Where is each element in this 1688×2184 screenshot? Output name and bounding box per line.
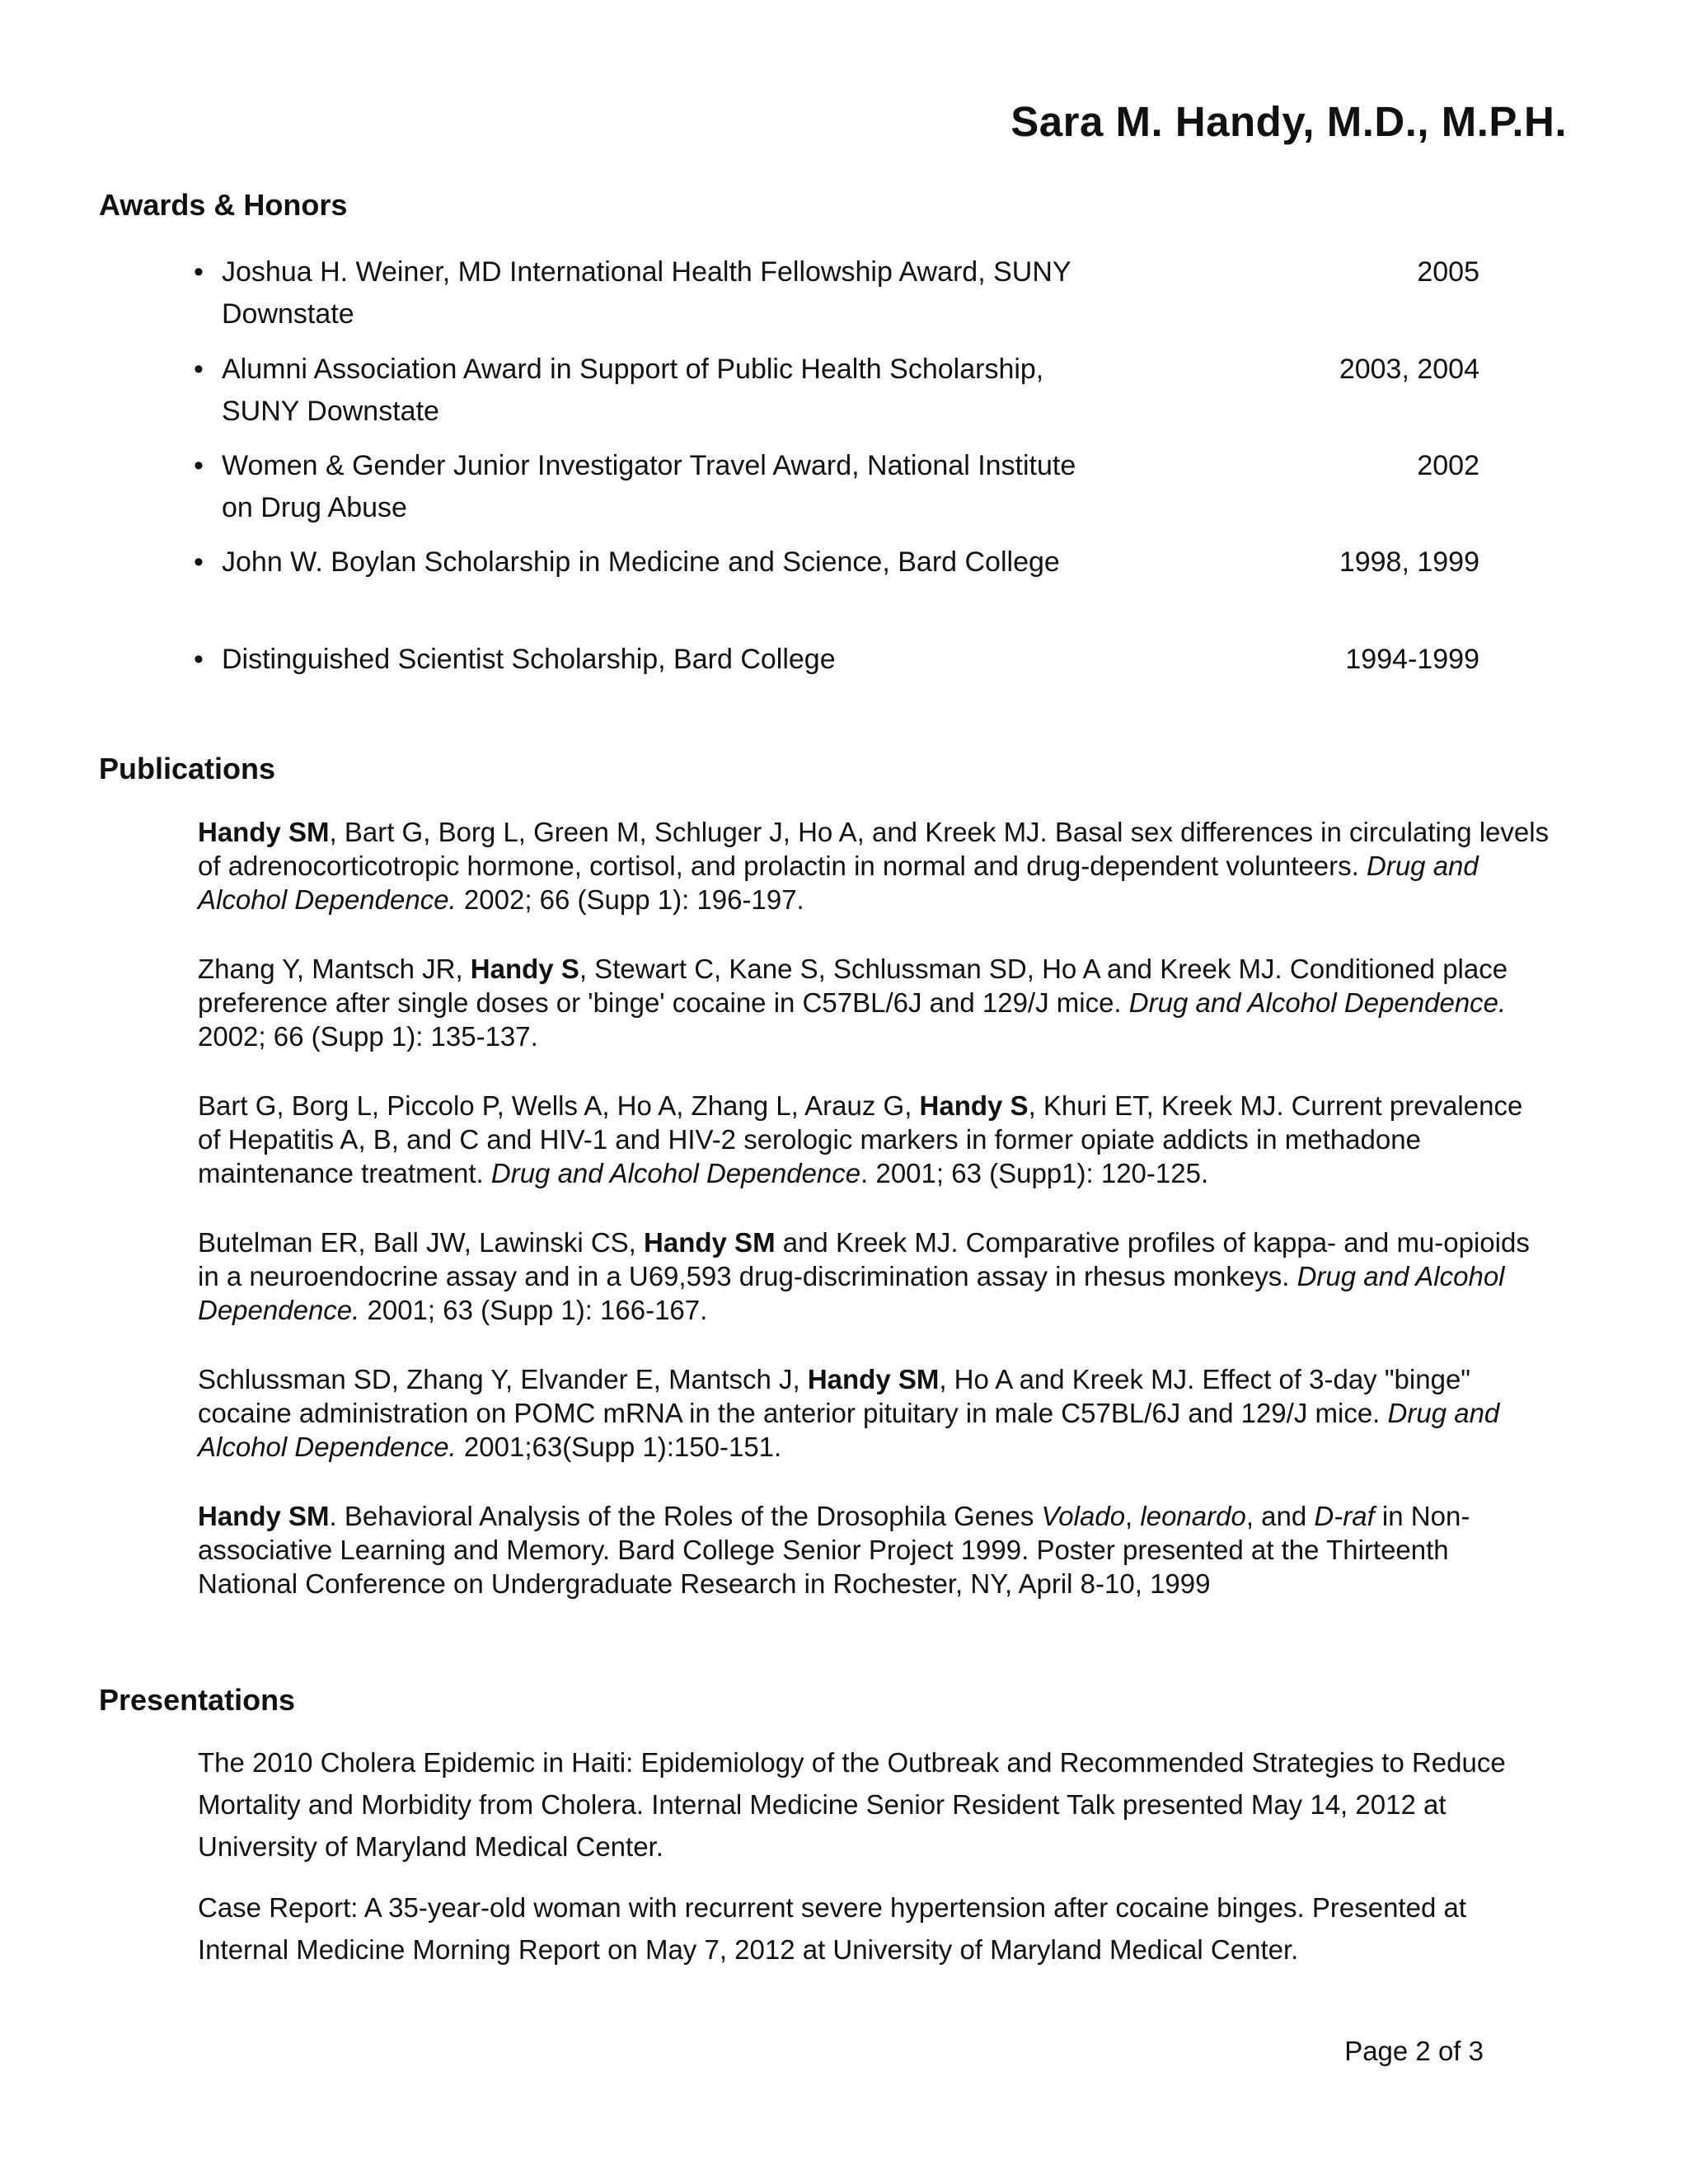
author-highlight: Handy S [470,954,579,984]
author-highlight: Handy SM [198,1501,330,1531]
presentations-heading: Presentations [99,1683,296,1717]
gene-name: leonardo [1140,1501,1246,1531]
award-title: Alumni Association Award in Support of Public Health Scholarship, SUNY Downstate [222,354,1044,427]
award-title: Women & Gender Junior Investigator Travel Award, National Institute on Drug Abuse [222,450,1076,523]
gene-name: D-raf [1314,1501,1375,1531]
journal-name: Drug and Alcohol Dependence [490,1158,861,1188]
publication-entry: Zhang Y, Mantsch JR, Handy S, Stewart C, Kane S, Schlussman SD, Ho A and Kreek MJ. Conditioned place preference after single doses or 'binge' cocaine in C57BL/6J and 129/J mice. Drug and Alcohol Dependence. 2002; 66 (Supp 1): 135-137. [198,954,1508,1052]
document-author-name: Sara M. Handy, M.D., M.P.H. [1010,98,1567,145]
publication-entry: Schlussman SD, Zhang Y, Elvander E, Mantsch J, Handy SM, Ho A and Kreek MJ. Effect of 3-day "binge" cocaine administration on POMC mRNA in the anterior pituitary in male C57BL/6J and 129/J mice. Drug and Alcohol Dependence. 2001;63(Supp 1):150-151. [198,1364,1500,1462]
publication-entry: Handy SM, Bart G, Borg L, Green M, Schluger J, Ho A, and Kreek MJ. Basal sex differences in circulating levels of adrenocorticotropic hormone, cortisol, and prolactin in normal and drug-dependent volunteers. Drug and Alcohol Dependence. 2002; 66 (Supp 1): 196-197. [198,817,1550,915]
gene-name: Volado [1041,1501,1126,1531]
award-year: 2003, 2004 [1339,354,1479,385]
publication-entry: Butelman ER, Ball JW, Lawinski CS, Handy SM and Kreek MJ. Comparative profiles of kappa- and mu-opioids in a neuroendocrine assay and in a U69,593 drug-discrimination assay in rhesus monkeys. Drug and Alcohol Dependence. 2001; 63 (Supp 1): 166-167. [198,1227,1530,1325]
publication-entry: Handy SM. Behavioral Analysis of the Roles of the Drosophila Genes Volado, leonardo, and D-raf in Non-associative Learning and Memory. Bard College Senior Project 1999. Poster presented at the Thirteenth National Conference on Undergraduate Research in Rochester, NY, April 8-10, 1999 [198,1501,1470,1599]
author-highlight: Handy S [919,1090,1029,1121]
bullet: • [194,546,204,578]
author-highlight: Handy SM [198,817,330,847]
journal-name: Drug and Alcohol Dependence. [198,1398,1500,1462]
journal-name: Drug and Alcohol Dependence. [1128,987,1507,1018]
bullet: • [194,644,204,675]
publication-entry: Bart G, Borg L, Piccolo P, Wells A, Ho A, Zhang L, Arauz G, Handy S, Khuri ET, Kreek MJ. Current prevalence of Hepatitis A, B, and C and HIV-1 and HIV-2 serologic markers in former opiate addicts in methadone maintenance treatment. Drug and Alcohol Dependence. 2001; 63 (Supp1): 120-125. [198,1090,1523,1188]
award-year: 1998, 1999 [1339,546,1479,578]
presentation-entry: The 2010 Cholera Epidemic in Haiti: Epidemiology of the Outbreak and Recommended Strategies to Reduce Mortality and Morbidity from Cholera. Internal Medicine Senior Resident Talk presented May 14, 2012 at University of Maryland Medical Center. [198,1747,1506,1862]
award-year: 1994-1999 [1345,644,1479,675]
author-highlight: Handy SM [644,1227,776,1258]
awards-heading: Awards & Honors [99,188,348,222]
bullet: • [194,450,204,481]
award-title: Joshua H. Weiner, MD International Health Fellowship Award, SUNY Downstate [222,256,1071,330]
award-title: John W. Boylan Scholarship in Medicine and Science, Bard College [222,546,1060,578]
journal-name: Drug and Alcohol Dependence. [198,1261,1505,1325]
award-year: 2005 [1417,256,1479,288]
journal-name: Drug and Alcohol Dependence. [198,851,1479,915]
publications-heading: Publications [99,752,276,785]
page-number: Page 2 of 3 [1344,2036,1484,2066]
presentation-entry: Case Report: A 35-year-old woman with recurrent severe hypertension after cocaine binges. Presented at Internal Medicine Morning Report on May 7, 2012 at University of Maryland Medical Center. [198,1892,1466,1965]
author-highlight: Handy SM [807,1364,940,1394]
bullet: • [194,354,204,385]
award-year: 2002 [1417,450,1479,481]
bullet: • [194,256,204,288]
award-title: Distinguished Scientist Scholarship, Bard College [222,644,836,675]
